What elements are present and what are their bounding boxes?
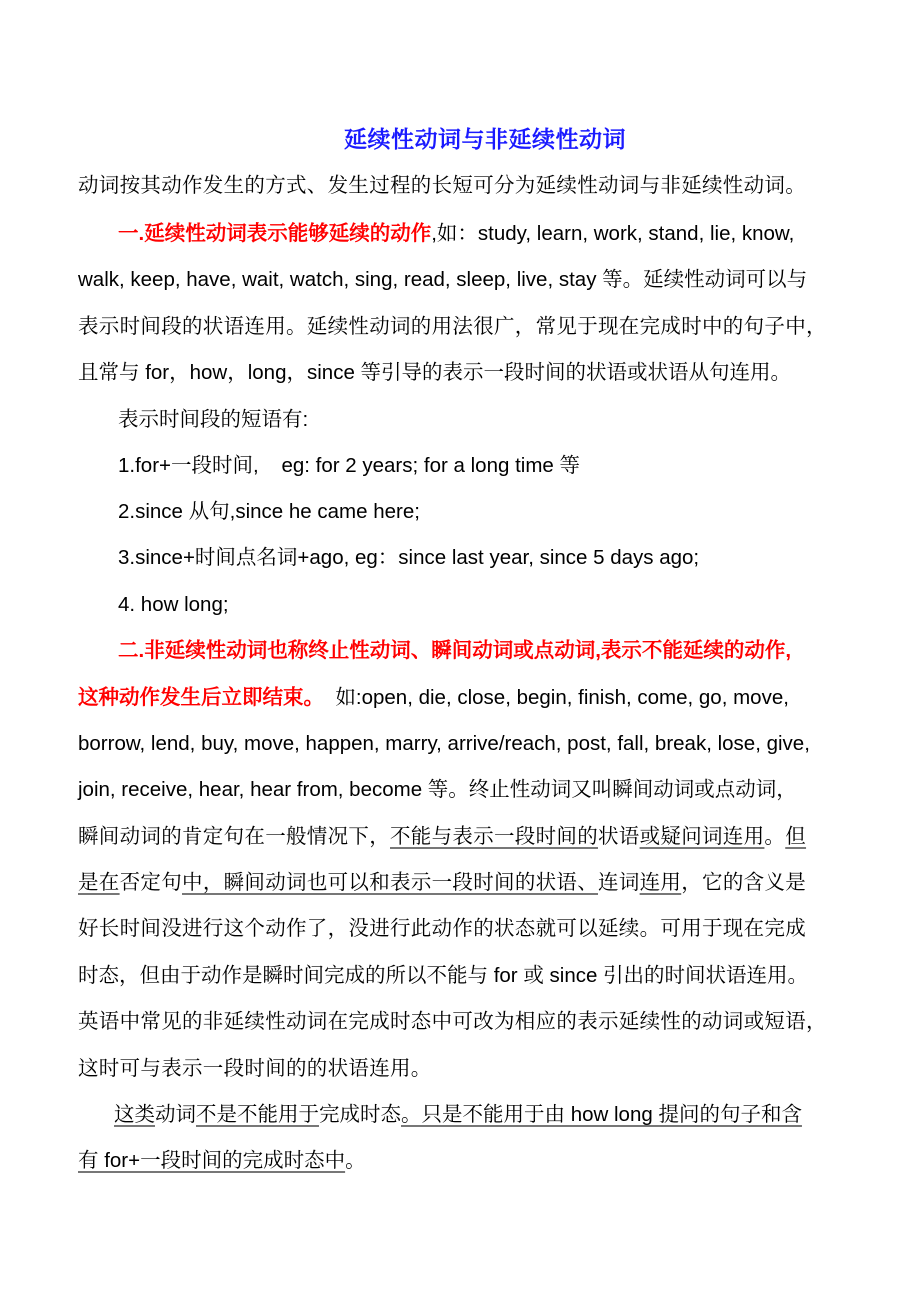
- section1-line3: 表示时间段的状语连用。延续性动词的用法很广，常见于现在完成时中的句子中，: [78, 315, 827, 338]
- section2-line7: 好长时间没进行这个动作了，没进行此动作的状态就可以延续。可用于现在完成: [78, 917, 806, 940]
- section2-examples: 如:open, die, close, begin, finish, come, go, move,: [335, 686, 789, 709]
- underlined-text: 中，瞬间动词也可以和表示一段时间的状语、: [182, 871, 599, 894]
- section1-examples: ,如：study, learn, work, stand, lie, know,: [431, 222, 795, 245]
- phrase-item: 3.since+时间点名词+ago, eg：since last year, since 5 days ago;: [118, 546, 700, 569]
- section2-line2: [78, 683, 789, 713]
- section2-heading: 二.非延续性动词也称终止性动词、瞬间动词或点动词,表示不能延续的动作,: [118, 639, 792, 662]
- section2-line8: 时态，但由于动作是瞬时间完成的所以不能与 for 或 since 引出的时间状语连用。: [78, 964, 809, 987]
- underlined-text: 但: [785, 825, 807, 848]
- text-run: 连词: [598, 871, 640, 894]
- section2-line4: join, receive, hear, hear from, become 等。终止性动词又叫瞬间动词或点动词，: [78, 778, 797, 801]
- underlined-text: 这类: [114, 1103, 155, 1126]
- underlined-text: 有 for+一段时间的完成时态中: [78, 1149, 346, 1172]
- text-run: 否定句: [119, 871, 183, 894]
- section2-line3: borrow, lend, buy, move, happen, marry, arrive/reach, post, fall, break, lose, give,: [78, 732, 810, 755]
- note-line2: [78, 1146, 366, 1176]
- section2-line5: [78, 822, 806, 852]
- text-run: ，它的含义是: [681, 871, 807, 894]
- text-run: 完成时态: [319, 1103, 401, 1126]
- section1-heading: 延续性动词表示能够延续的动作: [144, 222, 432, 245]
- text-run: 瞬间动词的肯定句在一般情况下，: [78, 825, 390, 848]
- section2-line10: 这时可与表示一段时间的的状语连用。: [78, 1057, 432, 1080]
- document-title: 延续性动词与非延续性动词: [344, 126, 626, 152]
- underlined-text: 不能与表示一段时间的: [390, 825, 598, 848]
- section2-heading-end: 这种动作发生后立即结束。: [78, 686, 324, 709]
- section1-number: 一.: [118, 222, 145, 245]
- underlined-text: 或疑问词连用: [639, 825, 765, 848]
- underlined-text: 不是不能用于: [196, 1103, 319, 1126]
- section1-heading-line: [118, 219, 794, 249]
- note-line1: [114, 1100, 802, 1130]
- intro-paragraph: 动词按其动作发生的方式、发生过程的长短可分为延续性动词与非延续性动词。: [78, 174, 806, 197]
- text-run: 状语: [598, 825, 640, 848]
- phrase-item: 1.for+一段时间, eg: for 2 years; for a long time 等: [118, 454, 580, 477]
- text-run: 。: [345, 1149, 366, 1172]
- underlined-text: 连用: [639, 871, 682, 894]
- section1-line4: 且常与 for，how，long，since 等引导的表示一段时间的状语或状语从句连用。: [78, 361, 792, 384]
- section2-line6: [78, 868, 806, 898]
- phrase-item: 2.since 从句,since he came here;: [118, 500, 420, 523]
- text-run: 动词: [155, 1103, 196, 1126]
- text-run: 。: [764, 825, 786, 848]
- underlined-text: 。只是不能用于由 how long 提问的句子和含: [401, 1103, 802, 1126]
- phrase-item: 4. how long;: [118, 593, 229, 616]
- section1-line2: walk, keep, have, wait, watch, sing, read, sleep, live, stay 等。延续性动词可以与: [78, 268, 808, 291]
- underlined-text: 是在: [78, 871, 120, 894]
- phrases-heading: 表示时间段的短语有:: [118, 408, 309, 431]
- section2-line9: 英语中常见的非延续性动词在完成时态中可改为相应的表示延续性的动词或短语，: [78, 1010, 827, 1033]
